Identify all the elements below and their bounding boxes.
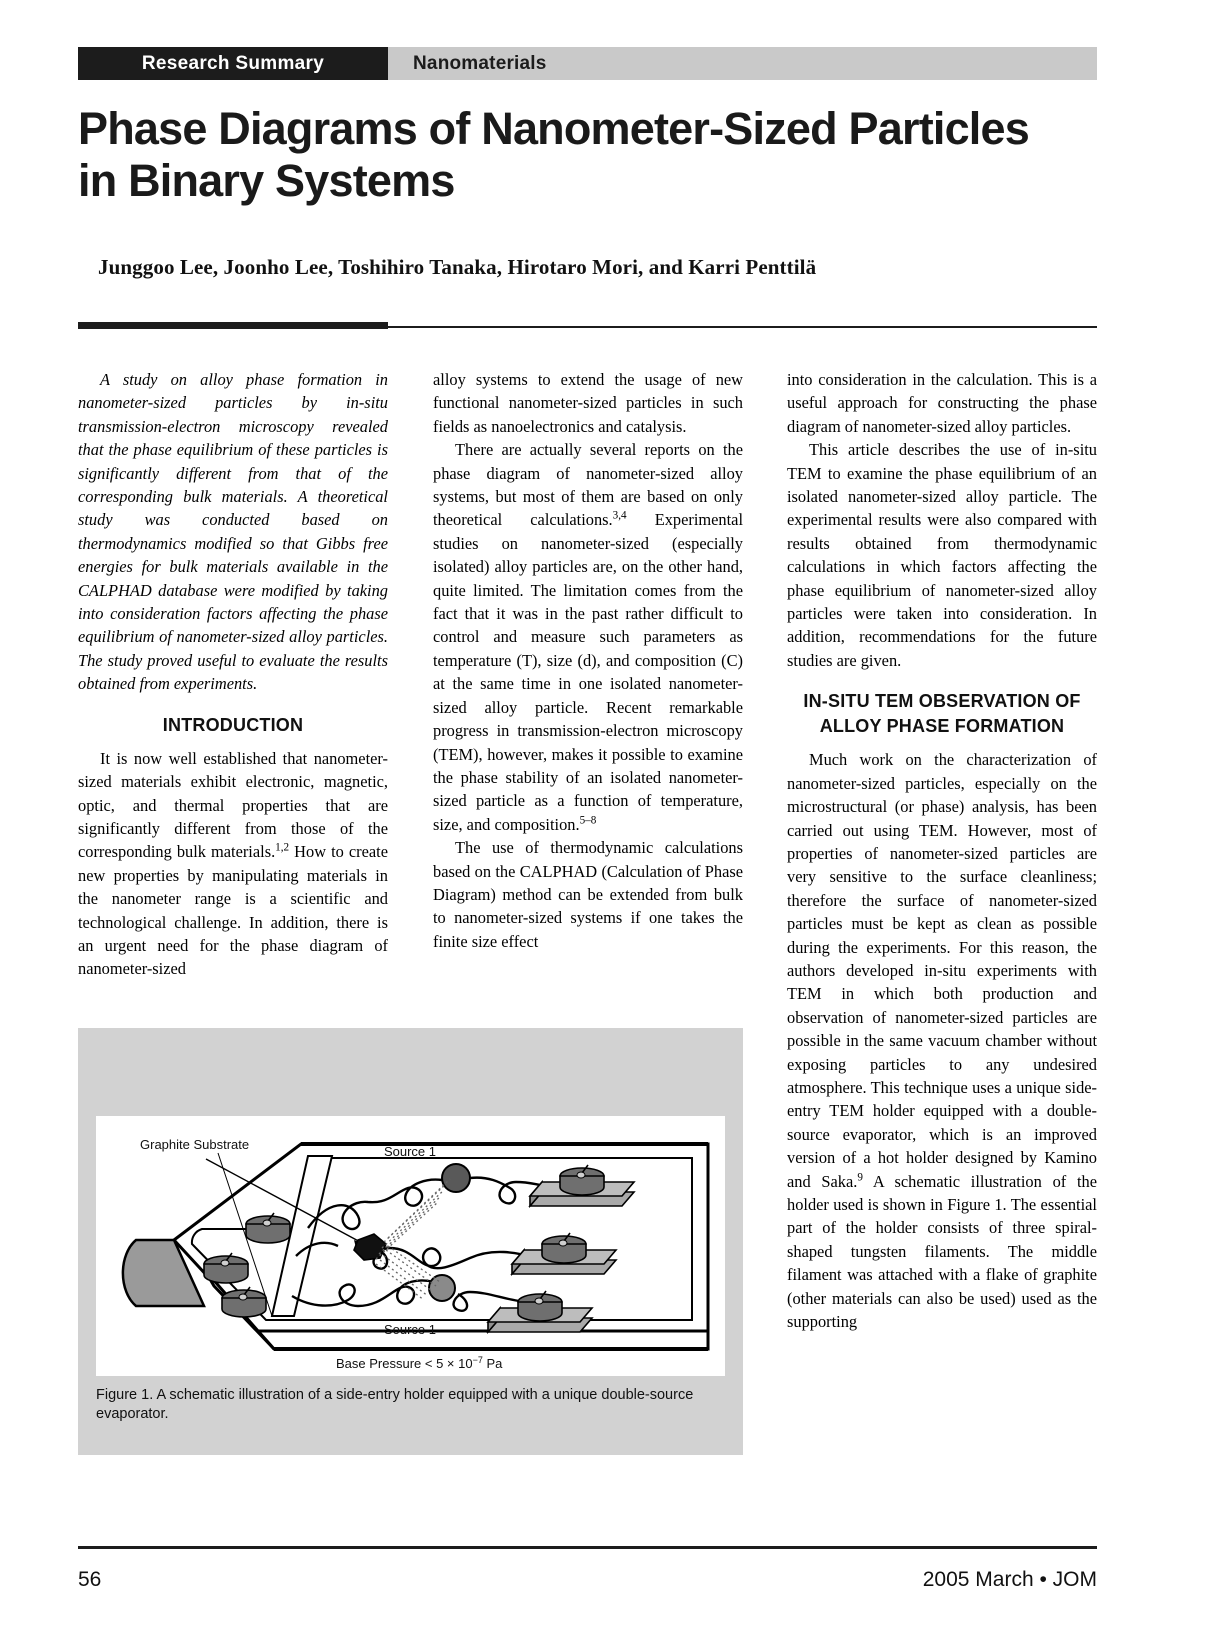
col3-p5-reference: 9 xyxy=(857,1171,863,1184)
header-section-label: Nanomaterials xyxy=(413,52,547,74)
figure-1-image xyxy=(96,1116,725,1376)
figure-1-caption: Figure 1. A schematic illustration of a side-entry holder equipped with a unique double-source evaporator. xyxy=(96,1387,694,1422)
col2-paragraph-2 xyxy=(433,438,743,836)
label-base-pressure xyxy=(336,1355,503,1371)
col2-p2-text-a: There are actually several reports on the phase diagram of nanometer-sized alloy systems, but most of them are based on only theoretical calculations. xyxy=(433,440,743,530)
col3-p5-text-b: A schematic illustration of the holder used is shown in Figure 1. The essential part of the holder consists of three spiral-shaped tungsten filaments. The middle filament was attached with a flake of graphite (other materials can also be used) used as the supporting xyxy=(787,1171,1097,1332)
col3-paragraph-4: This article describes the use of in-situ TEM to examine the phase equilibrium of an isolated nanometer-sized alloy particle. The experimental results were also compared with results obtained from thermodynamic calculations in which factors affecting the phase equilibrium of nanometer-sized alloy particles were taken into consideration. In addition, recommendations for the future studies are given. xyxy=(787,440,1097,670)
col2-paragraph-3: The use of thermodynamic calculations based on the CALPHAD (Calculation of Phase Diagram) method can be extended from bulk to nanometer-sized systems if one takes the finite size effect xyxy=(433,838,743,951)
abstract xyxy=(78,368,388,696)
col2-paragraph-continuation: alloy systems to extend the usage of new functional nanometer-sized particles in such fields as nanoelectronics and catalysis. xyxy=(433,370,743,436)
base-pressure-exponent: −7 xyxy=(472,1355,483,1365)
col2-p2-reference-2: 5–8 xyxy=(579,814,597,827)
figure-1-container xyxy=(78,1028,743,1455)
base-pressure-suffix: Pa xyxy=(482,1356,503,1371)
col3-p5-text-a: Much work on the characterization of nanometer-sized particles, especially on the microstructural (or phase) analysis, has been carried out using TEM. However, most of properties of nanometer-sized particles are very sensitive to the surface cleanliness; therefore the surface of nanometer-sized particles must be kept as clean as possible during the experiments. For this reason, the authors developed in-situ experiments with TEM in which both production and observation of nanometer-sized particles are possible in the same vacuum chamber without exposing particles to any undesired atmosphere. This technique uses a unique side-entry TEM holder equipped with a double-source evaporator, which is an improved version of a hot holder designed by Kamino and Saka. xyxy=(787,750,1097,1191)
footer-page-number: 56 xyxy=(78,1568,102,1591)
page-title: Phase Diagrams of Nanometer-Sized Particles in Binary Systems xyxy=(78,103,1029,206)
footer-rule xyxy=(78,1546,1097,1549)
label-graphite-substrate: Graphite Substrate xyxy=(140,1137,250,1152)
title-rule-thin xyxy=(388,326,1097,328)
heading-insitu-tem-observation: IN-SITU TEM OBSERVATION OF ALLOY PHASE FORMATION xyxy=(803,691,1081,737)
col3-paragraph-continuation: into consideration in the calculation. This is a useful approach for constructing the phase diagram of nanometer-sized alloy particles. xyxy=(787,370,1097,436)
base-pressure-prefix: Base Pressure < 5 × 10 xyxy=(336,1356,473,1371)
page-header-band xyxy=(78,47,1097,80)
heading-introduction: INTRODUCTION xyxy=(162,714,304,735)
text-column-3 xyxy=(787,368,1097,1333)
figure-1-schematic xyxy=(96,1116,725,1376)
footer-publication: 2005 March • JOM xyxy=(922,1568,1097,1591)
col2-p2-text-b: Experimental studies on nanometer-sized (especially isolated) alloy particles are, on the other hand, quite limited. The limitation comes from the fact that it was in the past rather difficult to control and measure such parameters as temperature (T), size (d), and composition (C) at the same time in one isolated nanometer-sized alloy particle. Recent remarkable progress in transmission-electron microscopy (TEM), however, makes it possible to examine the phase stability of an isolated nanometer-sized particle as a function of temperature, size, and composition. xyxy=(433,510,743,834)
label-source-1-bottom: Source 1 xyxy=(383,1322,437,1337)
header-research-summary-tag: Research Summary xyxy=(78,47,388,80)
title-rule-thick xyxy=(78,322,388,329)
col3-paragraph-5 xyxy=(787,748,1097,1333)
holder-outline xyxy=(123,1144,708,1349)
source-1-top-particle xyxy=(442,1164,470,1192)
col1-p1-reference: 1,2 xyxy=(275,841,290,854)
label-source-1-top: Source 1 xyxy=(383,1144,437,1159)
text-column-1 xyxy=(78,368,388,981)
author-byline: Junggoo Lee, Joonho Lee, Toshihiro Tanaka, Hirotaro Mori, and Karri Penttilä xyxy=(98,255,817,279)
col1-p1-text-a: It is now well established that nanometer-sized materials exhibit electronic, magnetic, optic, and thermal properties that are significantly different from those of the corresponding bulk materials. xyxy=(78,748,388,862)
col1-p1-text-b: How to create new properties by manipulating materials in the nanometer range is a scientific and technological challenge. In addition, there is an urgent need for the phase diagram of nanometer-sized xyxy=(78,842,388,979)
text-column-2 xyxy=(433,368,743,953)
col2-p2-reference-1: 3,4 xyxy=(612,509,627,522)
source-1-bottom-particle xyxy=(429,1275,455,1301)
col1-paragraph-1 xyxy=(78,747,388,981)
abstract-paragraph: A study on alloy phase formation in nanometer-sized particles by in-situ transmission-electron microscopy revealed that the phase equilibrium of these particles is significantly different from that of the corresponding bulk materials. A theoretical study was conducted based on thermodynamics modified so that Gibbs free energies for bulk materials available in the CALPHAD database were modified by taking into consideration factors affecting the phase equilibrium of nanometer-sized alloy particles. The study proved useful to evaluate the results obtained from experiments. xyxy=(78,370,388,694)
